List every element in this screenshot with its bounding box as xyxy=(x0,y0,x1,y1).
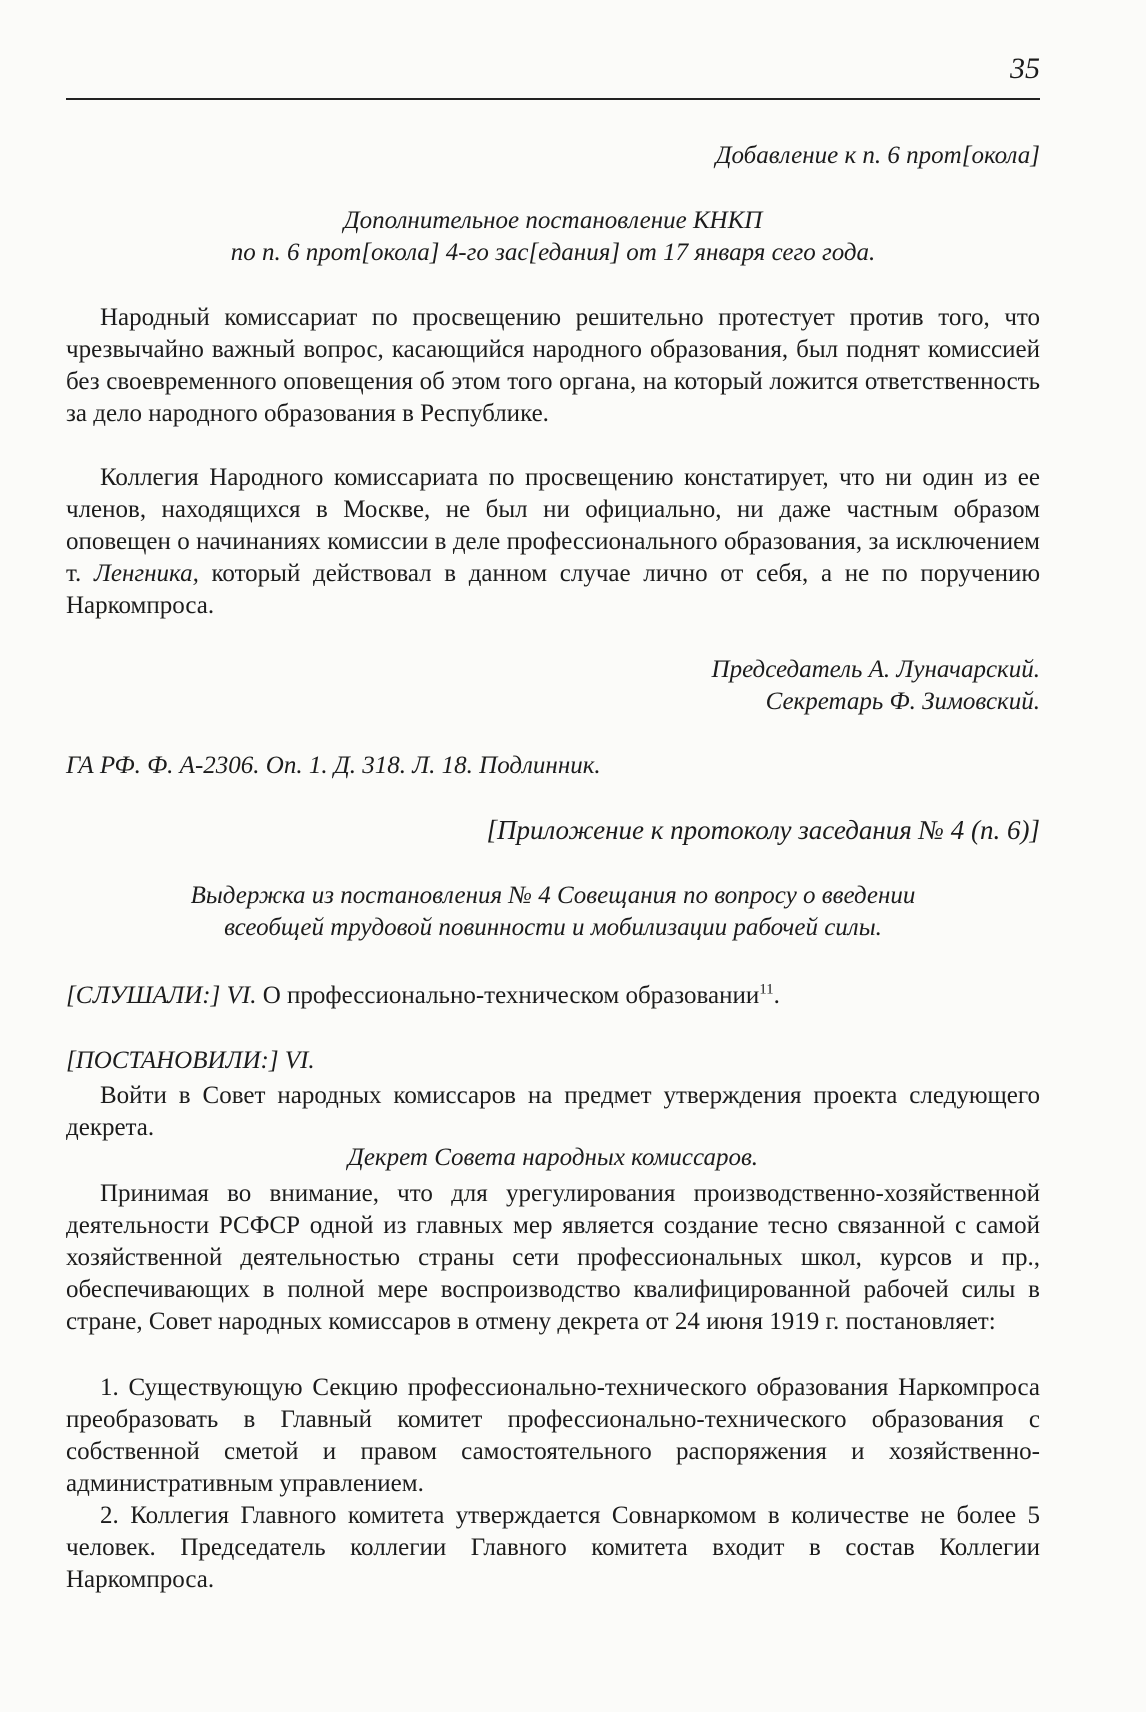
addendum-paragraph-1: Народный комиссариат по просвещению решительно протестует против того, что чрезвычайно важный вопрос, касающийся народного образования, был поднят комиссией без своевременного оповещения об этом того органа, на который ложится ответственность за дело народного образования в Республике. xyxy=(66,304,1040,427)
appendix-title: [Приложение к протоколу заседания № 4 (п. 6)] xyxy=(486,815,1040,845)
heard-text: О профессионально-техническом образовании xyxy=(256,982,760,1009)
addendum-subtitle-line1: Дополнительное постановление КНКП xyxy=(343,207,763,234)
signature-secretary: Секретарь Ф. Зимовский. xyxy=(765,688,1040,715)
excerpt-title-line1: Выдержка из постановления № 4 Совещания по вопросу о введении xyxy=(190,882,916,909)
heard-end: . xyxy=(773,982,780,1009)
decree-item-2: 2. Коллегия Главного комитета утверждается Совнаркомом в количестве не более 5 человек. Председатель коллегии Главного комитета входит в состав Коллегии Наркомпроса. xyxy=(66,1502,1040,1593)
decree-preamble: Принимая во внимание, что для урегулирования производственно-хозяйственной деятельности РСФСР одной из главных мер является создание тесно связанной с самой хозяйственной деятельностью страны сети профессиональных школ, курсов и пр., обеспечивающих в полной мере воспроизводство квалифицированной рабочей силы в стране, Совет народных комиссаров в отмену декрета от 24 июня 1919 г. постановляет: xyxy=(66,1180,1040,1335)
footnote-marker: 11 xyxy=(759,981,774,998)
excerpt-title-line2: всеобщей трудовой повинности и мобилизации рабочей силы. xyxy=(224,914,882,941)
addendum-paragraph-2 xyxy=(66,462,1040,622)
addendum-title: Добавление к п. 6 прот[окола] xyxy=(715,142,1040,169)
resolved-label: [ПОСТАНОВИЛИ:] VI. xyxy=(66,1047,315,1074)
page-number: 35 xyxy=(1010,52,1040,85)
heard-section xyxy=(66,980,1040,1012)
decree-item-1: 1. Существующую Секцию профессионально-технического образования Наркомпроса преобразовать в Главный комитет профессионально-технического образования с собственной сметой и правом самостоятельного распоряжения и хозяйственно-административным управлением. xyxy=(66,1374,1040,1497)
header-rule xyxy=(66,98,1040,100)
paragraph-2-text-end: который действовал в данном случае лично от себя, а не по поручению Наркомпроса. xyxy=(66,560,1041,619)
addendum-subtitle-line2: по п. 6 прот[окола] 4-го зас[едания] от 17 января сего года. xyxy=(230,239,876,266)
heard-label: [СЛУШАЛИ:] VI. xyxy=(66,982,257,1009)
paragraph-2-text-start: Коллегия Народного комиссариата по просвещению констатирует, что ни один из ее членов, находящихся в Москве, не был ни официально, ни даже частным образом оповещен о начинаниях комиссии в деле профессионального образования, за исключением т. xyxy=(66,464,1040,587)
resolved-text: Войти в Совет народных комиссаров на предмет утверждения проекта следующего декрета. xyxy=(66,1082,1040,1141)
archive-reference: ГА РФ. Ф. А-2306. Оп. 1. Д. 318. Л. 18. Подлинник. xyxy=(66,752,601,779)
signature-chairman: Председатель А. Луначарский. xyxy=(711,656,1040,683)
decree-title: Декрет Совета народных комиссаров. xyxy=(347,1144,759,1171)
person-name-lengnik: Ленгника, xyxy=(93,560,199,587)
